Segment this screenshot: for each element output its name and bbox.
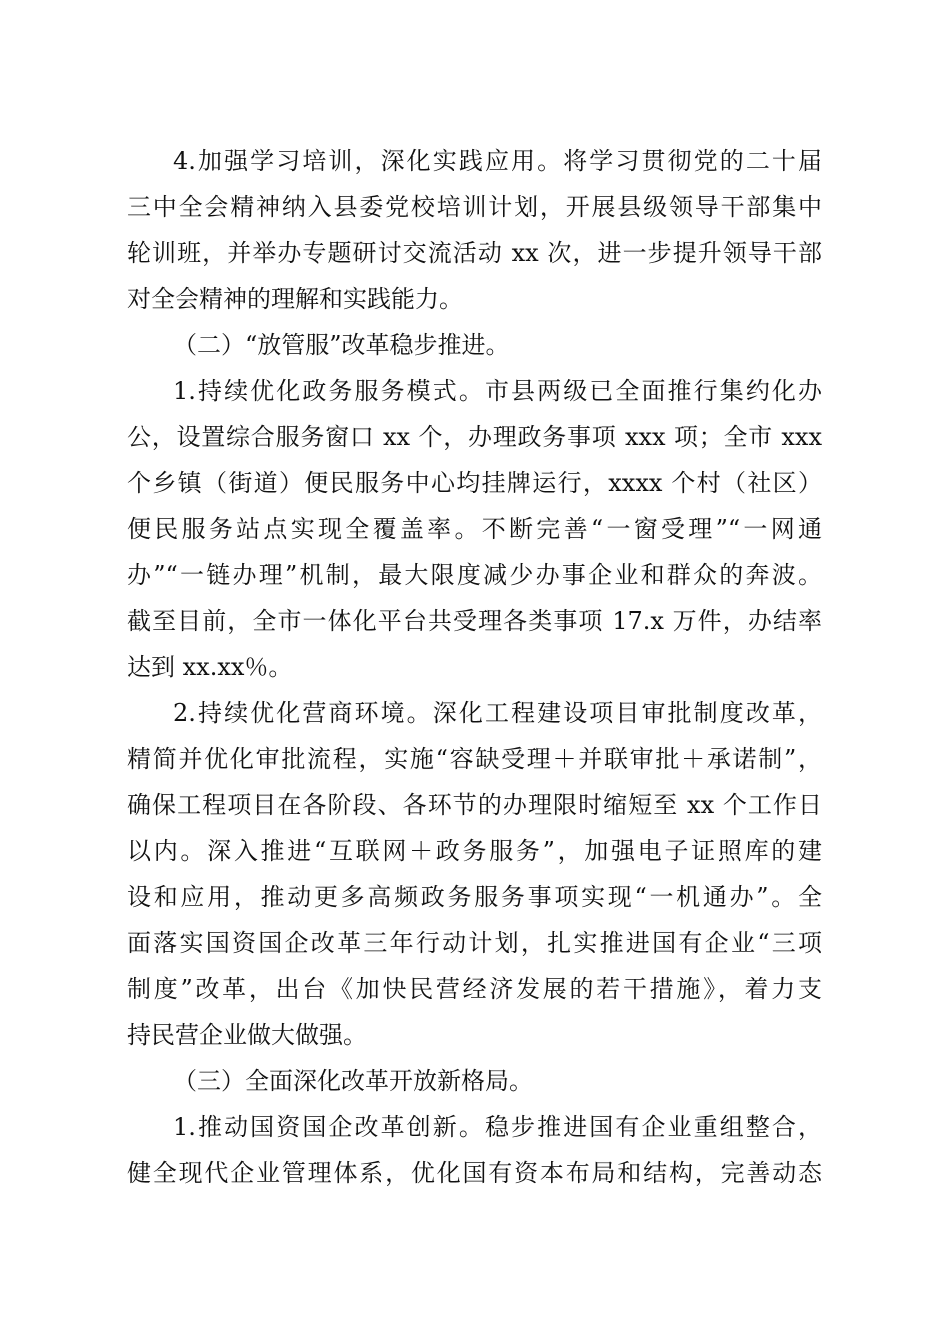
text-line: 达到 xx.xx％。	[127, 653, 293, 681]
paragraph	[127, 368, 822, 690]
text-line: 设和应用，推动更多高频政务服务事项实现“一机通办”。全	[127, 883, 822, 911]
paragraph	[127, 690, 822, 1058]
text-line: （三）全面深化改革开放新格局。	[173, 1067, 533, 1095]
paragraph	[127, 138, 822, 322]
text-line: 确保工程项目在各阶段、各环节的办理限时缩短至 xx 个工作日	[127, 791, 822, 819]
text-line: 以内。深入推进“互联网＋政务服务”，加强电子证照库的建	[127, 837, 822, 865]
text-line: 持民营企业做大做强。	[127, 1021, 367, 1049]
text-line: 2.持续优化营商环境。深化工程建设项目审批制度改革，	[173, 699, 822, 727]
text-line: 个乡镇（街道）便民服务中心均挂牌运行，xxxx 个村（社区）	[127, 469, 822, 497]
text-line: 面落实国资国企改革三年行动计划，扎实推进国有企业“三项	[127, 929, 822, 957]
text-line: 办”“一链办理”机制，最大限度减少办事企业和群众的奔波。	[127, 561, 822, 589]
section-heading	[127, 1058, 822, 1104]
text-line: 三中全会精神纳入县委党校培训计划，开展县级领导干部集中	[127, 193, 822, 221]
text-line: 截至目前，全市一体化平台共受理各类事项 17.x 万件，办结率	[127, 607, 822, 635]
text-line: 1.持续优化政务服务模式。市县两级已全面推行集约化办	[173, 377, 822, 405]
text-line: 1.推动国资国企改革创新。稳步推进国有企业重组整合，	[173, 1113, 822, 1141]
text-line: （二）“放管服”改革稳步推进。	[173, 331, 510, 359]
text-line: 4.加强学习培训，深化实践应用。将学习贯彻党的二十届	[173, 147, 822, 175]
text-line: 对全会精神的理解和实践能力。	[127, 285, 463, 313]
section-heading	[127, 322, 822, 368]
document-page	[127, 138, 822, 1196]
paragraph	[127, 1104, 822, 1196]
text-line: 便民服务站点实现全覆盖率。不断完善“一窗受理”“一网通	[127, 515, 822, 543]
text-line: 健全现代企业管理体系，优化国有资本布局和结构，完善动态	[127, 1159, 822, 1187]
text-line: 精简并优化审批流程，实施“容缺受理＋并联审批＋承诺制”，	[127, 745, 822, 773]
text-line: 公，设置综合服务窗口 xx 个，办理政务事项 xxx 项；全市 xxx	[127, 423, 822, 451]
text-line: 制度”改革，出台《加快民营经济发展的若干措施》，着力支	[127, 975, 822, 1003]
text-line: 轮训班，并举办专题研讨交流活动 xx 次，进一步提升领导干部	[127, 239, 822, 267]
